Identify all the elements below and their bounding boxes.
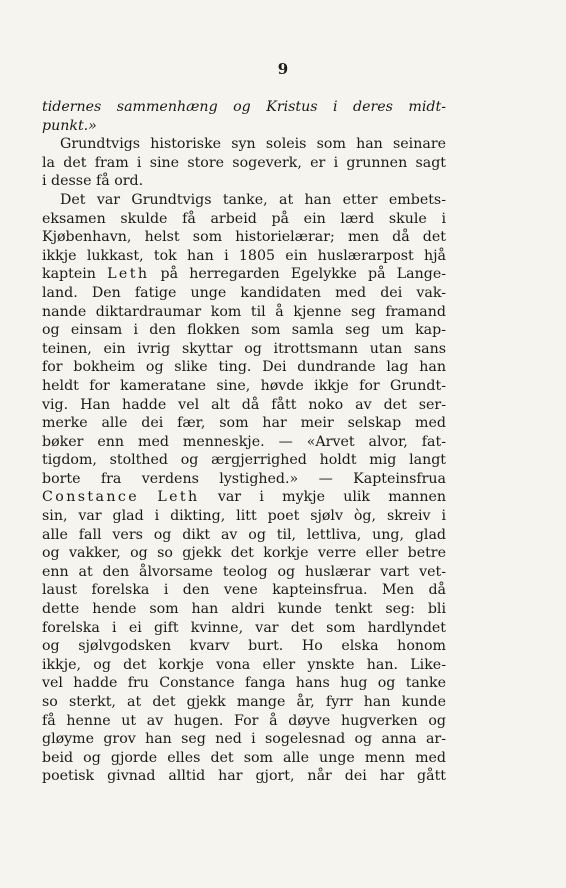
text-line: få henne ut av hugen. For å døyve hugverken og [42, 712, 446, 729]
text-span: på herregarden Egelykke på Lange- [149, 266, 447, 283]
text-line: enn at den ålvorsame teolog og huslærar vart vet- [42, 563, 446, 580]
text-line: so sterkt, at det gjekk mange år, fyrr han kunde [42, 694, 446, 710]
text-line: i desse få ord. [42, 173, 144, 190]
text-line: ikkje lukkast, tok han i 1805 ein huslærarpost hjå [42, 247, 446, 264]
text-line: la det fram i sine store sogeverk, er i grunnen sagt [42, 154, 446, 171]
body-text [42, 98, 446, 786]
text-line: dette hende som han aldri kunde tenkt seg: bli [42, 601, 446, 618]
text-span [139, 489, 157, 505]
spaced-name: Leth [107, 266, 150, 283]
text-line: gløyme grov han seg ned i sogelesnad og anna ar- [42, 731, 446, 748]
text-line: Kjøbenhavn, helst som historielærar; men då det [42, 229, 446, 246]
text-line: punkt.» [42, 117, 97, 134]
text-line: alle fall vers og dikt av og til, lettliva, ung, glad [42, 526, 446, 543]
text-line [42, 265, 446, 284]
text-line: Grundtvigs historiske syn soleis som han seinare [60, 136, 446, 153]
text-line: borte fra verdens lystighed.» — Kapteinsfrua [42, 470, 446, 487]
spaced-name: Constance [42, 489, 140, 506]
text-line: bøker enn med menneskje. — «Arvet alvor, fat- [42, 433, 446, 450]
text-line: poetisk givnad alltid har gjort, når dei har gått [42, 768, 446, 785]
text-line: beid og gjorde elles det som alle unge menn med [42, 749, 446, 766]
text-line: ikkje, og det korkje vona eller ynskte han. Like- [42, 656, 446, 673]
text-line: Det var Grundtvigs tanke, at han etter embets- [60, 191, 446, 208]
text-line: og einsam i den flokken som samla seg um kap- [42, 322, 446, 339]
text-line [42, 488, 446, 507]
text-line: laust forelska i den vene kapteinsfrua. Men då [42, 582, 446, 599]
text-line: tigdom, stolthed og ærgjerrighed holdt mig langt [42, 452, 446, 469]
text-line: teinen, ein ivrig skyttar og itrottsmann utan sans [42, 340, 446, 357]
text-line: eksamen skulde få arbeid på ein lærd skule i [42, 210, 446, 227]
text-line: nande diktardraumar kom til å kjenne seg framand [42, 303, 446, 320]
text-span: var i mykje ulik mannen [199, 489, 446, 506]
text-line: for bokheim og slike ting. Dei dundrande lag han [42, 359, 446, 376]
text-line: tidernes sammenhæng og Kristus i deres midt- [42, 99, 446, 115]
text-line: og vakker, og so gjekk det korkje verre eller betre [42, 545, 446, 562]
text-line: vel hadde fru Constance fanga hans hug og tanke [42, 675, 446, 692]
page-number: 9 [277, 60, 289, 78]
text-line: forelska i ei gift kvinne, var det som hardlyndet [42, 619, 446, 636]
text-line: land. Den fatige unge kandidaten med dei vak- [42, 284, 446, 301]
text-line: og sjølvgodsken kvarv burt. Ho elska honom [42, 638, 446, 655]
text-line: heldt for kameratane sine, høvde ikkje for Grundt- [42, 377, 446, 394]
text-line: merke alle dei fær, som har meir selskap med [42, 415, 446, 432]
spaced-name: Leth [157, 489, 200, 506]
text-line: vig. Han hadde vel alt då fått noko av det ser- [42, 396, 446, 413]
text-line: sin, var glad i dikting, litt poet sjølv òg, skreiv i [42, 508, 446, 525]
text-span: kaptein [42, 266, 108, 283]
